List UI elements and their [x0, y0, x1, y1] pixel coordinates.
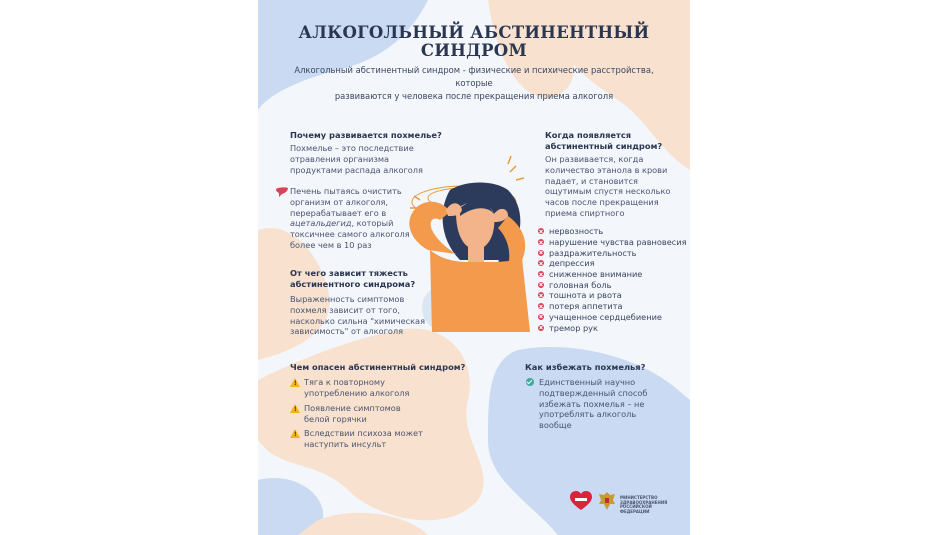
check-icon	[526, 378, 534, 386]
severity-text: Выраженность симптомов похмеля зависит от того, насколько сильна "химическая зависимость" от алкоголя	[290, 294, 425, 337]
health-logo-icon	[570, 491, 592, 511]
danger-item-1: Тяга к повторному употреблению алкоголя	[304, 377, 410, 398]
cross-icon	[538, 292, 544, 298]
cross-icon	[538, 282, 544, 288]
why-text: Похмелье – это последствие отравления организма продуктами распада алкоголя	[290, 143, 423, 175]
when-heading: Когда появляется абстинентный синдром?	[545, 130, 663, 151]
page-subtitle: Алкогольный абстинентный синдром - физические и психические расстройства, которые развиваются у человека после прекращения приема алкоголя	[294, 65, 654, 101]
cross-icon	[538, 325, 544, 331]
warning-icon: !	[290, 404, 300, 413]
list-item: тремор рук	[538, 322, 687, 333]
list-item: нарушение чувства равновесия	[538, 237, 687, 248]
warning-icon: !	[290, 429, 300, 438]
woman-headache-illustration	[390, 150, 540, 335]
symptom-list	[538, 226, 687, 333]
cross-icon	[538, 228, 544, 234]
list-item: потеря аппетита	[538, 301, 687, 312]
severity-heading: От чего зависит тяжесть абстинентного синдрома?	[290, 268, 416, 289]
coat-of-arms-icon	[598, 491, 616, 511]
cross-icon	[538, 260, 544, 266]
list-item: нервозность	[538, 226, 687, 237]
danger-item-2: Появление симптомов белой горячки	[304, 403, 401, 424]
cross-icon	[538, 250, 544, 256]
avoid-heading: Как избежать похмелья?	[525, 362, 646, 372]
cross-icon	[538, 271, 544, 277]
list-item: депрессия	[538, 258, 687, 269]
danger-item-3: Вследствии психоза может наступить инсульт	[304, 428, 423, 449]
cross-icon	[538, 239, 544, 245]
when-text: Он развивается, когда количество этанола в крови падает, и становится ощутимым спустя несколько часов после прекращения приема спиртного	[545, 154, 671, 218]
cross-icon	[538, 303, 544, 309]
ministry-label: МИНИСТЕРСТВО ЗДРАВООХРАНЕНИЯ РОССИЙСКОЙ ФЕДЕРАЦИИ	[620, 495, 668, 514]
list-item: тошнота и рвота	[538, 290, 687, 301]
list-item: головная боль	[538, 279, 687, 290]
page-title: АЛКОГОЛЬНЫЙ АБСТИНЕНТНЫЙ СИНДРОМ	[298, 23, 650, 60]
acetaldehyde-term: ацетальдегид	[290, 218, 352, 229]
liver-text: Печень пытаясь очистить организм от алкоголя, перерабатывает его в ацетальдегид, который токсичнее самого алкоголя более чем в 10 раз	[290, 186, 410, 250]
avoid-text: Единственный научно подтвержденный способ избежать похмелья – не употреблять алкоголь вообще	[539, 377, 648, 431]
list-item: учащенное сердцебиение	[538, 312, 687, 323]
warning-icon: !	[290, 378, 300, 387]
list-item: сниженное внимание	[538, 269, 687, 280]
liver-icon	[276, 187, 288, 197]
why-heading: Почему развивается похмелье?	[290, 130, 442, 140]
cross-icon	[538, 314, 544, 320]
danger-heading: Чем опасен абстинентный синдром?	[290, 362, 466, 372]
list-item: раздражительность	[538, 247, 687, 258]
